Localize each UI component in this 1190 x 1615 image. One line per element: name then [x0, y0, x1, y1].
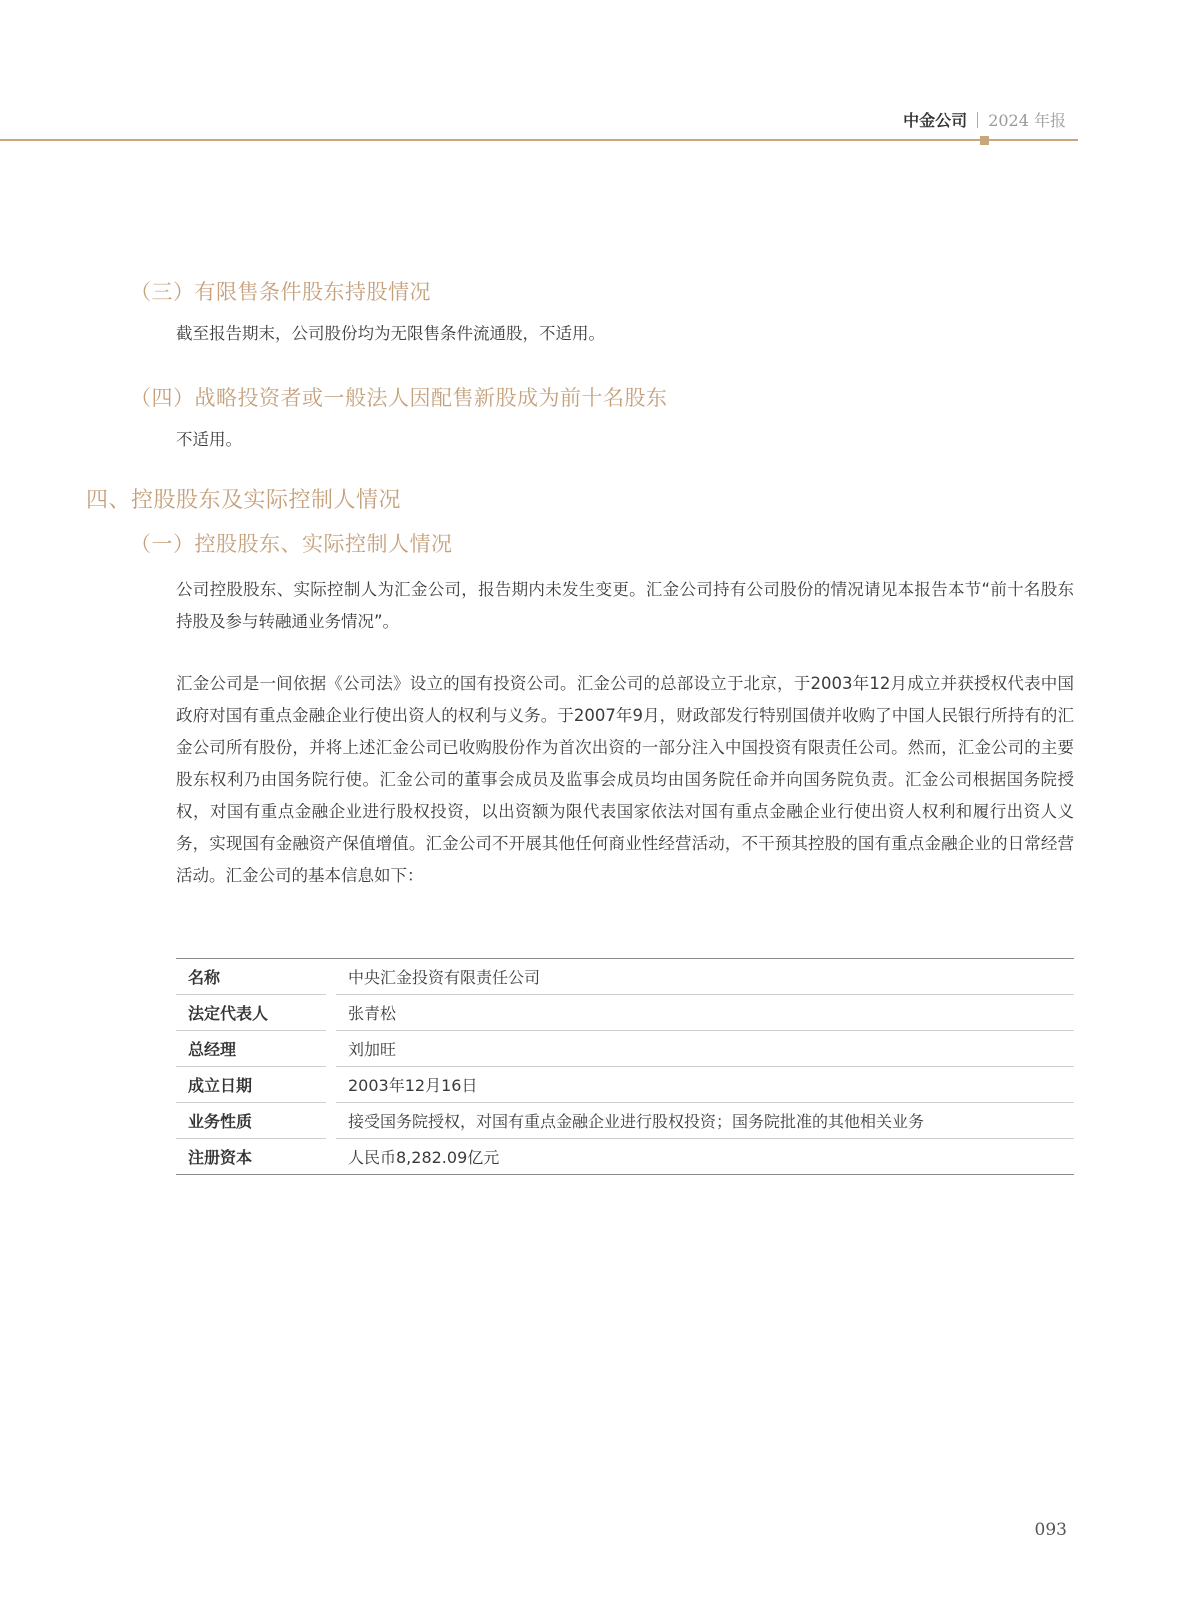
page-number: 093 — [1034, 1520, 1067, 1540]
running-header — [903, 111, 1066, 131]
table-value: 刘加旺 — [336, 1031, 1074, 1067]
table-row — [176, 1031, 1074, 1067]
section-3-body: 截至报告期末，公司股份均为无限售条件流通股，不适用。 — [176, 324, 605, 343]
header-square-marker — [980, 136, 989, 145]
header-company: 中金公司 — [903, 111, 968, 130]
table-value: 张青松 — [336, 995, 1074, 1031]
subsection-heading-1: （一）控股股东、实际控制人情况 — [130, 532, 453, 556]
table-value: 2003年12月16日 — [336, 1067, 1074, 1103]
table-label: 总经理 — [176, 1031, 326, 1067]
table-label: 注册资本 — [176, 1139, 326, 1175]
subsection-1-para-1: 公司控股股东、实际控制人为汇金公司，报告期内未发生变更。汇金公司持有公司股份的情况请见本报告本节“前十名股东持股及参与转融通业务情况”。 — [176, 580, 1074, 631]
table-label: 法定代表人 — [176, 995, 326, 1031]
table-label: 业务性质 — [176, 1103, 326, 1139]
table-row — [176, 995, 1074, 1031]
table-label: 名称 — [176, 959, 326, 995]
section-4-body: 不适用。 — [176, 430, 242, 449]
header-report-title: 2024 年报 — [988, 111, 1066, 130]
table-row — [176, 1067, 1074, 1103]
section-heading-3: （三）有限售条件股东持股情况 — [130, 280, 431, 304]
table-label: 成立日期 — [176, 1067, 326, 1103]
table-row — [176, 1139, 1074, 1175]
header-separator — [977, 112, 978, 128]
section-heading-4: （四）战略投资者或一般法人因配售新股成为前十名股东 — [130, 386, 668, 410]
table-value: 人民币8,282.09亿元 — [336, 1139, 1074, 1175]
company-info-table — [176, 958, 1074, 1175]
table-row — [176, 959, 1074, 995]
table-value: 中央汇金投资有限责任公司 — [336, 959, 1074, 995]
table-value: 接受国务院授权，对国有重点金融企业进行股权投资；国务院批准的其他相关业务 — [336, 1103, 1074, 1139]
table-row — [176, 1103, 1074, 1139]
header-rule — [0, 139, 1078, 141]
main-section-heading: 四、控股股东及实际控制人情况 — [86, 488, 402, 513]
subsection-1-para-2: 汇金公司是一间依据《公司法》设立的国有投资公司。汇金公司的总部设立于北京，于2003年12月成立并获授权代表中国政府对国有重点金融企业行使出资人的权利与义务。于2007年9月，财政部发行特别国债并收购了中国人民银行所持有的汇金公司所有股份，并将上述汇金公司已收购股份作为首次出资的一部分注入中国投资有限责任公司。然而，汇金公司的主要股东权利乃由国务院行使。汇金公司的董事会成员及监事会成员均由国务院任命并向国务院负责。汇金公司根据国务院授权，对国有重点金融企业进行股权投资，以出资额为限代表国家依法对国有重点金融企业行使出资人权利和履行出资人义务，实现国有金融资产保值增值。汇金公司不开展其他任何商业性经营活动，不干预其控股的国有重点金融企业的日常经营活动。汇金公司的基本信息如下： — [176, 674, 1074, 885]
